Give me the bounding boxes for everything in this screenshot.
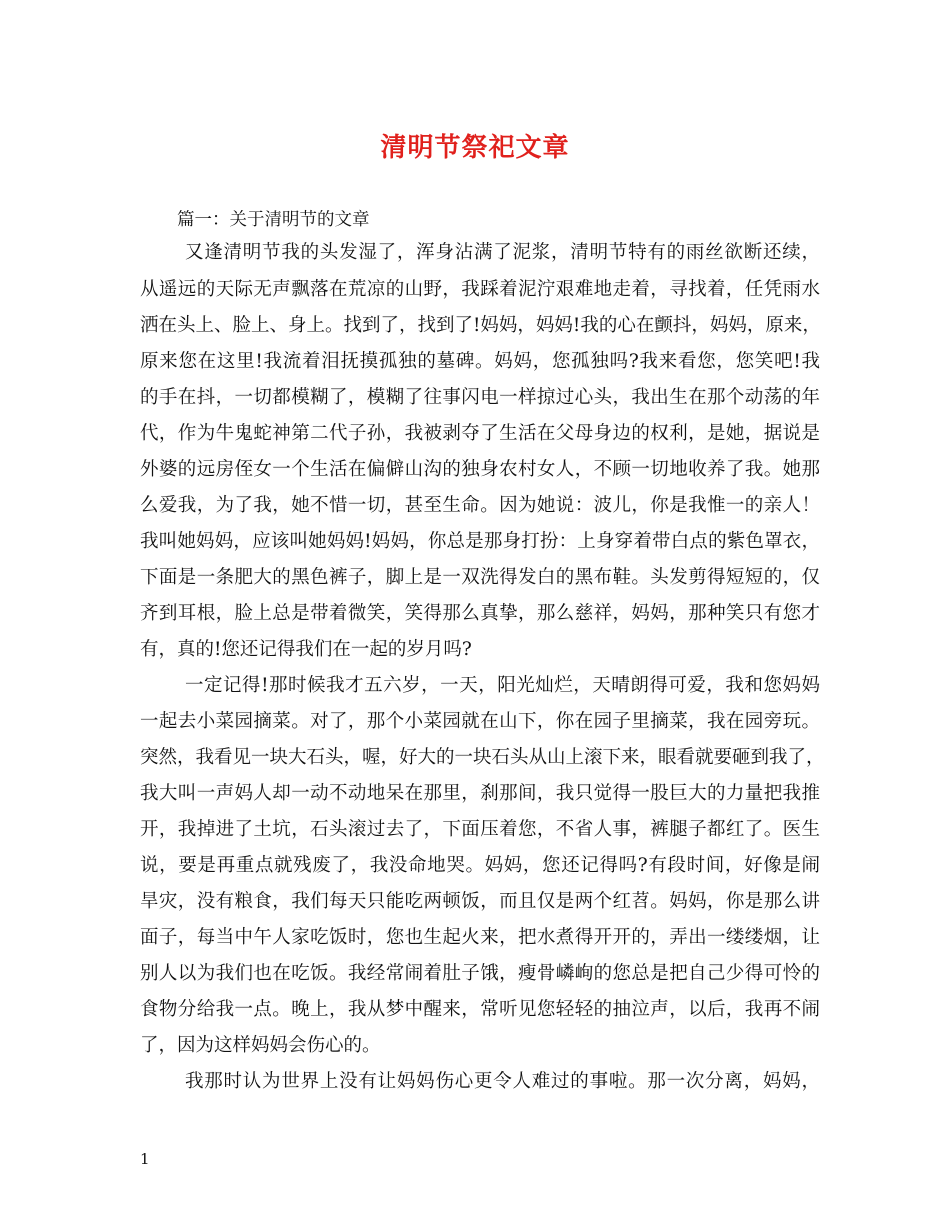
section-heading: 篇一：关于清明节的文章 (177, 210, 370, 230)
paragraph-2-line-10: 食物分给我一点。晚上，我从梦中醒来，常听见您轻轻的抽泣声，以后，我再不闹 (140, 999, 820, 1020)
paragraph-2-line-8: 面子，每当中午人家吃饭时，您也生起火来，把水煮得开开的，弄出一缕缕烟，让 (140, 927, 820, 948)
paragraph-2-line-11: 了，因为这样妈妈会伤心的。 (140, 1035, 381, 1056)
paragraph-2-line-1: 一定记得!那时候我才五六岁，一天，阳光灿烂，天晴朗得可爱，我和您妈妈 (185, 675, 820, 696)
paragraph-2-line-6: 说，要是再重点就残废了，我没命地哭。妈妈，您还记得吗?有段时间，好像是闹 (140, 855, 820, 876)
paragraph-1-line-11: 齐到耳根，脸上总是带着微笑，笑得那么真挚，那么慈祥，妈妈，那种笑只有您才 (140, 603, 820, 624)
paragraph-1-line-12: 有，真的!您还记得我们在一起的岁月吗? (140, 639, 472, 660)
paragraph-1-line-3: 洒在头上、脸上、身上。找到了，找到了!妈妈，妈妈!我的心在颤抖，妈妈，原来， (140, 315, 821, 336)
paragraph-2-line-2: 一起去小菜园摘菜。对了，那个小菜园就在山下，你在园子里摘菜，我在园旁玩。 (140, 711, 820, 732)
paragraph-1-line-8: 么爱我，为了我，她不惜一切，甚至生命。因为她说：波儿，你是我惟一的亲人！ (140, 495, 820, 516)
paragraph-2-line-4: 我大叫一声妈人却一动不动地呆在那里，刹那间，我只觉得一股巨大的力量把我推 (140, 783, 820, 804)
paragraph-1-line-2: 从遥远的天际无声飘落在荒凉的山野，我踩着泥泞艰难地走着，寻找着，任凭雨水 (140, 279, 820, 300)
paragraph-1-line-5: 的手在抖，一切都模糊了，模糊了往事闪电一样掠过心头，我出生在那个动荡的年 (140, 387, 820, 408)
page-number: 1 (140, 1150, 150, 1168)
document-title: 清明节祭祀文章 (380, 133, 570, 163)
paragraph-1-line-1: 又逢清明节我的头发湿了，浑身沾满了泥浆，清明节特有的雨丝欲断还续， (185, 242, 820, 263)
paragraph-2-line-5: 开，我掉进了土坑，石头滚过去了，下面压着您，不省人事，裤腿子都红了。医生 (140, 819, 820, 840)
paragraph-1-line-4: 原来您在这里!我流着泪抚摸孤独的墓碑。妈妈，您孤独吗?我来看您，您笑吧!我 (140, 351, 820, 372)
paragraph-2-line-9: 别人以为我们也在吃饭。我经常闹着肚子饿，瘦骨嶙峋的您总是把自己少得可怜的 (140, 963, 820, 984)
paragraph-1-line-7: 外婆的远房侄女一个生活在偏僻山沟的独身农村女人，不顾一切地收养了我。她那 (140, 459, 820, 480)
paragraph-2-line-3: 突然，我看见一块大石头，喔，好大的一块石头从山上滚下来，眼看就要砸到我了， (140, 747, 825, 768)
paragraph-3-line-1: 我那时认为世界上没有让妈妈伤心更令人难过的事啦。那一次分离，妈妈， (185, 1071, 820, 1092)
paragraph-2-line-7: 旱灾，没有粮食，我们每天只能吃两顿饭，而且仅是两个红苕。妈妈，你是那么讲 (140, 891, 820, 912)
paragraph-1-line-9: 我叫她妈妈，应该叫她妈妈!妈妈，你总是那身打扮：上身穿着带白点的紫色罩衣， (140, 531, 820, 552)
paragraph-1-line-6: 代，作为牛鬼蛇神第二代子孙，我被剥夺了生活在父母身边的权利，是她，据说是 (140, 423, 820, 444)
paragraph-1-line-10: 下面是一条肥大的黑色裤子，脚上是一双洗得发白的黑布鞋。头发剪得短短的，仅 (140, 567, 820, 588)
